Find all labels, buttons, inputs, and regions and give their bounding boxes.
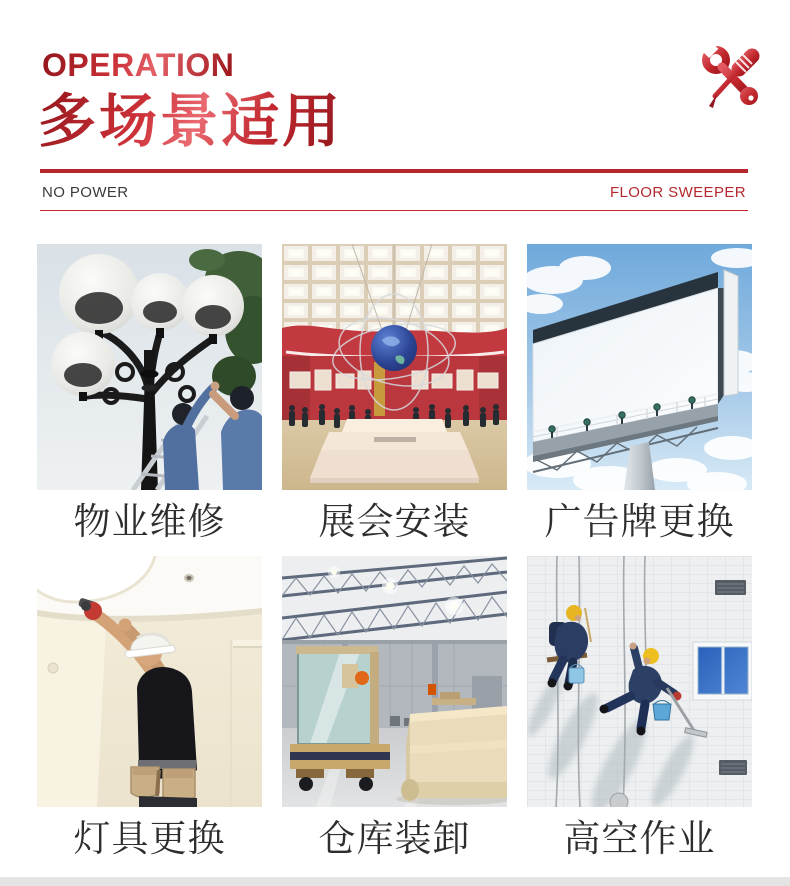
photo-high-altitude-rope-work [527, 556, 752, 807]
photo-ceiling-light-replacement [37, 556, 262, 807]
scene-caption: 高空作业 [563, 818, 716, 859]
photo-exhibition-hall-installation [282, 244, 507, 490]
next-section-edge [0, 877, 790, 886]
tagline-row [42, 184, 746, 201]
billboard-side-panel [724, 270, 738, 396]
divider-thin [40, 210, 748, 211]
divider-thick [40, 169, 748, 173]
page-title: 多场景适用 [38, 89, 344, 154]
gallery-item [282, 244, 507, 544]
gallery-item [527, 556, 752, 861]
photo-warehouse-loading [282, 556, 507, 807]
hanging-weight [610, 793, 628, 807]
gallery-item [527, 244, 752, 544]
scene-caption: 物业维修 [73, 501, 226, 542]
gallery-item [37, 556, 262, 861]
gallery-item [37, 244, 262, 544]
gallery-row-1 [37, 244, 752, 544]
scene-caption: 灯具更换 [73, 818, 226, 859]
section-kicker: OPERATION [42, 47, 235, 83]
globe-sculpture [371, 325, 417, 371]
photo-street-lamp-maintenance [37, 244, 262, 490]
scene-caption: 展会安装 [318, 501, 471, 542]
tagline-right: FLOOR SWEEPER [609, 184, 746, 201]
photo-billboard-replacement [527, 244, 752, 490]
gallery-item [282, 556, 507, 861]
scene-caption: 仓库装卸 [318, 818, 471, 859]
tagline-left: NO POWER [42, 184, 129, 201]
gallery-row-2 [37, 556, 752, 861]
scene-caption: 广告牌更换 [544, 501, 735, 542]
window [693, 642, 752, 700]
wrench-screwdriver-icon [699, 44, 763, 120]
